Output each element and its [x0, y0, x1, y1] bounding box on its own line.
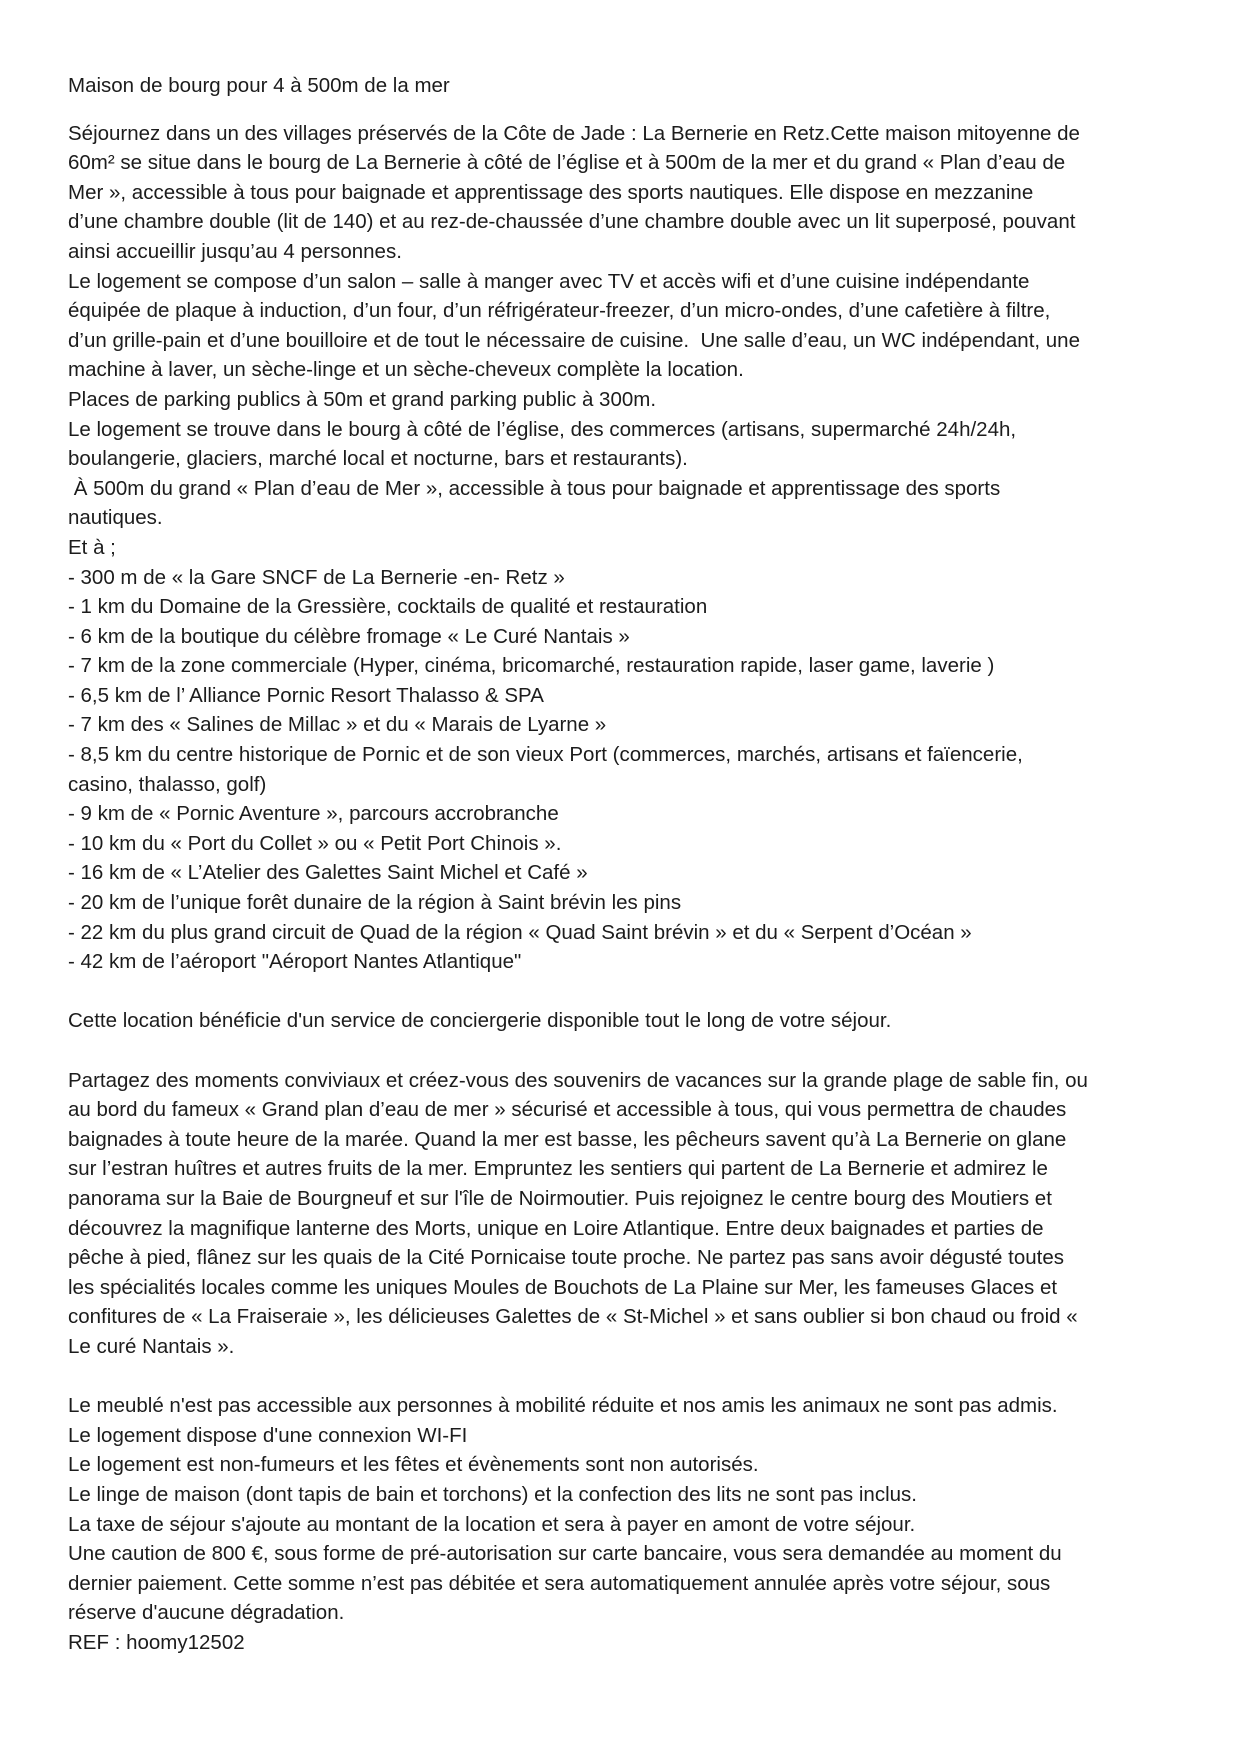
text-line: sur l’estran huîtres et autres fruits de la mer. Empruntez les sentiers qui partent de La Bernerie et admirez le [68, 1157, 1048, 1181]
text-line: nautiques. [68, 506, 163, 530]
text-line: les spécialités locales comme les uniques Moules de Bouchots de La Plaine sur Mer, les fameuses Glaces et [68, 1275, 1058, 1299]
text-line: au bord du fameux « Grand plan d’eau de mer » sécurisé et accessible à tous, qui vous permettra de chaudes [68, 1098, 1067, 1122]
text-line: - 9 km de « Pornic Aventure », parcours accrobranche [68, 802, 559, 826]
text-line: baignades à toute heure de la marée. Quand la mer est basse, les pêcheurs savent qu’à La Bernerie on glane [68, 1127, 1067, 1151]
text-line: Le meublé n'est pas accessible aux personnes à mobilité réduite et nos amis les animaux ne sont pas admis. [68, 1394, 1058, 1418]
text-line: - 10 km du « Port du Collet » ou « Petit Port Chinois ». [68, 831, 562, 855]
page-title: Maison de bourg pour 4 à 500m de la mer [68, 74, 450, 97]
text-line: d’une chambre double (lit de 140) et au rez-de-chaussée d’une chambre double avec un lit superposé, pouvant [68, 210, 1076, 234]
text-line: casino, thalasso, golf) [68, 772, 267, 796]
blank-line [68, 977, 1172, 1007]
text-line: - 8,5 km du centre historique de Pornic et de son vieux Port (commerces, marchés, artisans et faïencerie, [68, 743, 1023, 767]
text-line: découvrez la magnifique lanterne des Morts, unique en Loire Atlantique. Entre deux baignades et parties de [68, 1216, 1044, 1240]
text-line: Et à ; [68, 535, 116, 559]
text-line: REF : hoomy12502 [68, 1630, 245, 1654]
text-line: Le logement se compose d’un salon – salle à manger avec TV et accès wifi et d’une cuisine indépendante [68, 269, 1030, 293]
text-line: - 16 km de « L’Atelier des Galettes Saint Michel et Café » [68, 861, 588, 885]
text-line: À 500m du grand « Plan d’eau de Mer », accessible à tous pour baignade et apprentissage des sports [68, 476, 1001, 500]
text-line: Une caution de 800 €, sous forme de pré-autorisation sur carte bancaire, vous sera demandée au moment du [68, 1542, 1062, 1566]
text-line: Le logement est non-fumeurs et les fêtes et évènements sont non autorisés. [68, 1453, 759, 1477]
text-line: réserve d'aucune dégradation. [68, 1601, 345, 1625]
text-line: Le logement dispose d'une connexion WI-FI [68, 1423, 468, 1447]
text-line: - 7 km des « Salines de Millac » et du « Marais de Lyarne » [68, 713, 607, 737]
text-line: - 6,5 km de l’ Alliance Pornic Resort Thalasso & SPA [68, 683, 544, 707]
text-line: Le linge de maison (dont tapis de bain et torchons) et la confection des lits ne sont pas inclus. [68, 1482, 917, 1506]
text-line: Mer », accessible à tous pour baignade et apprentissage des sports nautiques. Elle dispose en mezzanine [68, 180, 1034, 204]
text-line: La taxe de séjour s'ajoute au montant de la location et sera à payer en amont de votre séjour. [68, 1512, 916, 1536]
text-line: - 22 km du plus grand circuit de Quad de la région « Quad Saint brévin » et du « Serpent d’Océan » [68, 920, 972, 944]
text-line: Places de parking publics à 50m et grand parking public à 300m. [68, 387, 657, 411]
text-line: machine à laver, un sèche-linge et un sèche-cheveux complète la location. [68, 358, 744, 382]
text-line: équipée de plaque à induction, d’un four, d’un réfrigérateur-freezer, d’un micro-ondes, d’une cafetière à filtre, [68, 299, 1051, 323]
text-line: d’un grille-pain et d’une bouilloire et de tout le nécessaire de cuisine. Une salle d’eau, un WC indépendant, une [68, 328, 1080, 352]
text-line: pêche à pied, flânez sur les quais de la Cité Pornicaise toute proche. Ne partez pas sans avoir dégusté toutes [68, 1246, 1064, 1270]
text-line: - 300 m de « la Gare SNCF de La Bernerie -en- Retz » [68, 565, 565, 589]
text-line: - 6 km de la boutique du célèbre fromage « Le Curé Nantais » [68, 624, 630, 648]
text-line: confitures de « La Fraiseraie », les délicieuses Galettes de « St-Michel » et sans oublier si bon chaud ou froid « [68, 1305, 1078, 1329]
text-line: Le logement se trouve dans le bourg à côté de l’église, des commerces (artisans, supermarché 24h/24h, [68, 417, 1017, 441]
text-line: Séjournez dans un des villages préservés de la Côte de Jade : La Bernerie en Retz.Cette maison mitoyenne de [68, 121, 1080, 145]
text-line: panorama sur la Baie de Bourgneuf et sur l'île de Noirmoutier. Puis rejoignez le centre bourg des Moutiers et [68, 1186, 1052, 1210]
text-line: Partagez des moments conviviaux et créez-vous des souvenirs de vacances sur la grande plage de sable fin, ou [68, 1068, 1088, 1092]
text-line: - 1 km du Domaine de la Gressière, cocktails de qualité et restauration [68, 595, 708, 619]
text-line: ainsi accueillir jusqu’au 4 personnes. [68, 239, 402, 263]
text-line: - 20 km de l’unique forêt dunaire de la région à Saint brévin les pins [68, 891, 682, 915]
text-line: 60m² se situe dans le bourg de La Bernerie à côté de l’église et à 500m de la mer et du grand « Plan d’eau de [68, 151, 1066, 175]
text-line: - 7 km de la zone commerciale (Hyper, cinéma, bricomarché, restauration rapide, laser game, laverie ) [68, 654, 995, 678]
text-line: dernier paiement. Cette somme n’est pas débitée et sera automatiquement annulée après votre séjour, sous [68, 1571, 1051, 1595]
text-line: boulangerie, glaciers, marché local et nocturne, bars et restaurants). [68, 447, 688, 471]
text-line: Cette location bénéficie d'un service de conciergerie disponible tout le long de votre séjour. [68, 1009, 892, 1033]
blank-line [68, 1036, 1172, 1066]
text-line: - 42 km de l’aéroport "Aéroport Nantes Atlantique" [68, 950, 522, 974]
text-line: Le curé Nantais ». [68, 1334, 235, 1358]
document-body [68, 119, 1172, 1658]
blank-line [68, 1362, 1172, 1392]
